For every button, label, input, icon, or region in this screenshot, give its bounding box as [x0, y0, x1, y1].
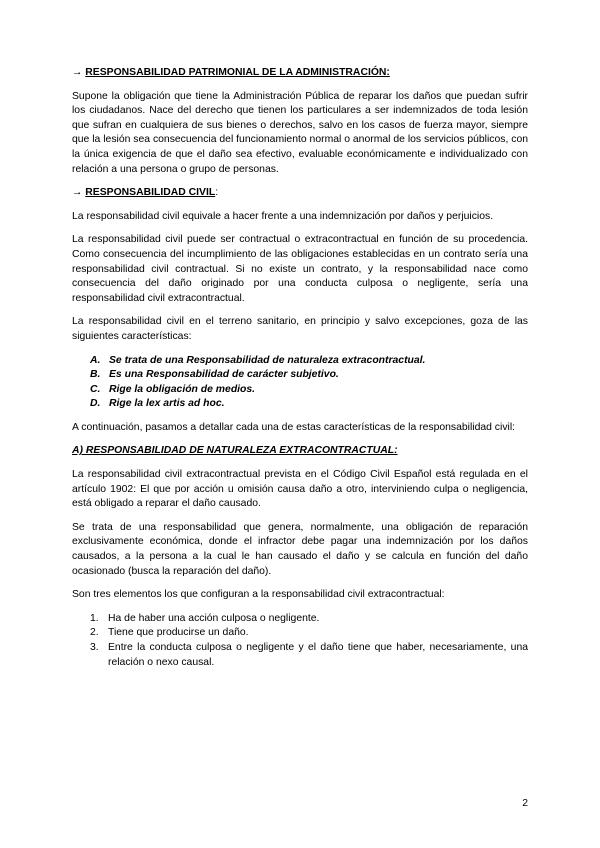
arrow-icon: →	[72, 187, 83, 199]
paragraph-civil-sanitario: La responsabilidad civil en el terreno sanitario, en principio y salvo excepciones, goza de las siguientes características:	[72, 316, 528, 342]
list-item: C. Rige la obligación de medios.	[90, 383, 256, 395]
paragraph-codigo-civil: La responsabilidad civil extracontractual prevista en el Código Civil Español está regulada en el artículo 1902: El que por acción u omisión causa daño a otro, interviniendo culpa o negligencia, está obligado a reparar el daño causado.	[72, 469, 528, 510]
heading-text: RESPONSABILIDAD PATRIMONIAL DE LA ADMINISTRACIÓN:	[85, 67, 390, 78]
page-number: 2	[522, 798, 528, 809]
list-item: 3. Entre la conducta culposa o negligente y el daño tiene que haber, necesariamente, una relación o nexo causal.	[90, 642, 528, 668]
heading-responsabilidad-patrimonial	[72, 66, 528, 81]
paragraph-civil-types: La responsabilidad civil puede ser contractual o extracontractual en función de su procedencia. Como consecuencia del incumplimiento de las obligaciones establecidas en un contrato sería una responsabilidad civil contractual. Si no existe un contrato, y la responsabilidad nace como consecuencia del daño originado por una conducta culposa o negligente, sería una responsabilidad civil extracontractual.	[72, 234, 528, 304]
list-item: 2. Tiene que producirse un daño.	[90, 627, 249, 639]
characteristics-list	[72, 354, 528, 412]
list-item: 1. Ha de haber una acción culposa o negligente.	[90, 612, 320, 624]
list-item: B. Es una Responsabilidad de carácter subjetivo.	[90, 369, 339, 381]
paragraph-civil-definition: La responsabilidad civil equivale a hacer frente a una indemnización por daños y perjuicios.	[72, 210, 494, 222]
section-a-heading: A) RESPONSABILIDAD DE NATURALEZA EXTRACONTRACTUAL:	[72, 445, 398, 457]
list-item: A. Se trata de una Responsabilidad de naturaleza extracontractual.	[90, 354, 426, 366]
paragraph-patrimonial: Supone la obligación que tiene la Administración Pública de reparar los daños que puedan sufrir los ciudadanos. Nace del derecho que tienen los particulares a ser indemnizados de toda lesión que sufran en cualquiera de sus bienes o derechos, salvo en los casos de fuerza mayor, siempre que la lesión sea consecuencia del funcionamiento normal o anormal de los servicios públicos, con la única exigencia de que el daño sea efectivo, evaluable económicamente e individualizado con relación a una persona o grupo de personas.	[72, 90, 528, 175]
heading-suffix: :	[215, 187, 219, 199]
document-page	[72, 66, 528, 679]
heading-text: RESPONSABILIDAD CIVIL	[85, 187, 216, 199]
list-item: D. Rige la lex artis ad hoc.	[90, 398, 225, 410]
paragraph-reparacion: Se trata de una responsabilidad que genera, normalmente, una obligación de reparación exclusivamente económica, donde el infractor debe pagar una indemnización por los daños causados, a la persona a la cual le han causado el daño y se calcula en función del daño ocasionado (busca la reparación del daño).	[72, 521, 528, 577]
paragraph-elementos-intro: Son tres elementos los que configuran a la responsabilidad civil extracontractual:	[72, 589, 445, 601]
elements-list	[72, 612, 528, 670]
arrow-icon: →	[72, 67, 83, 78]
paragraph-detail-intro: A continuación, pasamos a detallar cada una de estas características de la responsabilidad civil:	[72, 421, 516, 433]
heading-responsabilidad-civil	[72, 186, 528, 201]
